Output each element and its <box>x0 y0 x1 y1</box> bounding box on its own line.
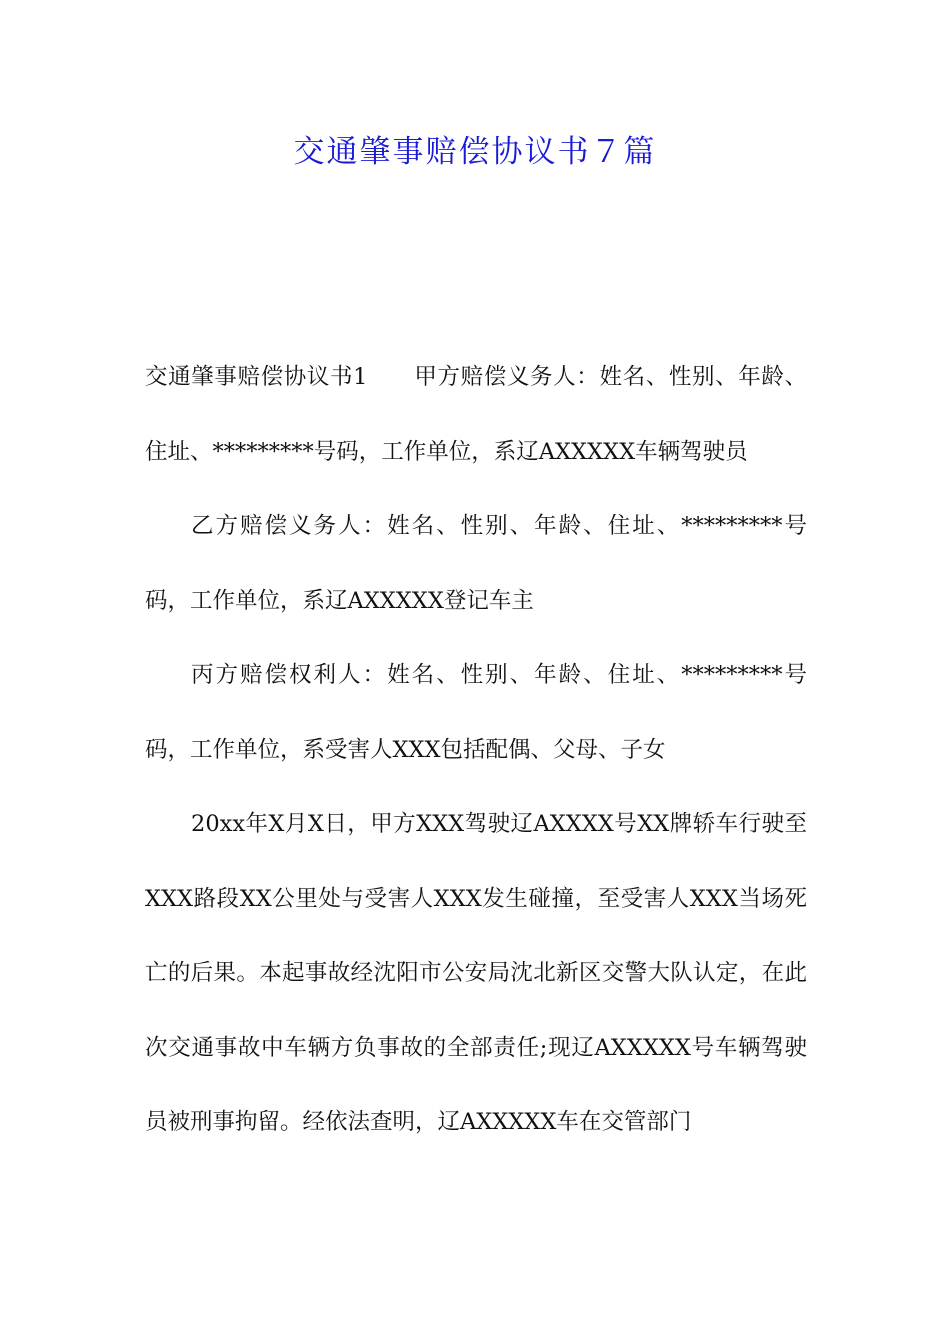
paragraph-party-c: 丙方赔偿权利人：姓名、性别、年龄、住址、*********号码，工作单位，系受害人XXX包括配偶、父母、子女 <box>145 662 807 763</box>
paragraph-party-b: 乙方赔偿义务人：姓名、性别、年龄、住址、*********号码，工作单位，系辽AXXXXX登记车主 <box>145 513 807 614</box>
paragraph-party-a: 交通肇事赔偿协议书1 甲方赔偿义务人：姓名、性别、年龄、住址、*********号码，工作单位，系辽AXXXXX车辆驾驶员 <box>145 364 807 465</box>
document-title: 交通肇事赔偿协议书７篇 <box>293 134 657 170</box>
paragraph-accident-facts: 20xx年X月X日，甲方XXX驾驶辽AXXXX号XX牌轿车行驶至XXX路段XX公里处与受害人XXX发生碰撞，至受害人XXX当场死亡的后果。本起事故经沈阳市公安局沈北新区交警大队认定，在此次交通事故中车辆方负事故的全部责任;现辽AXXXXX号车辆驾驶员被刑事拘留。经依法查明，辽AXXXXX车在交管部门 <box>145 811 807 1135</box>
document-body <box>145 340 807 1160</box>
